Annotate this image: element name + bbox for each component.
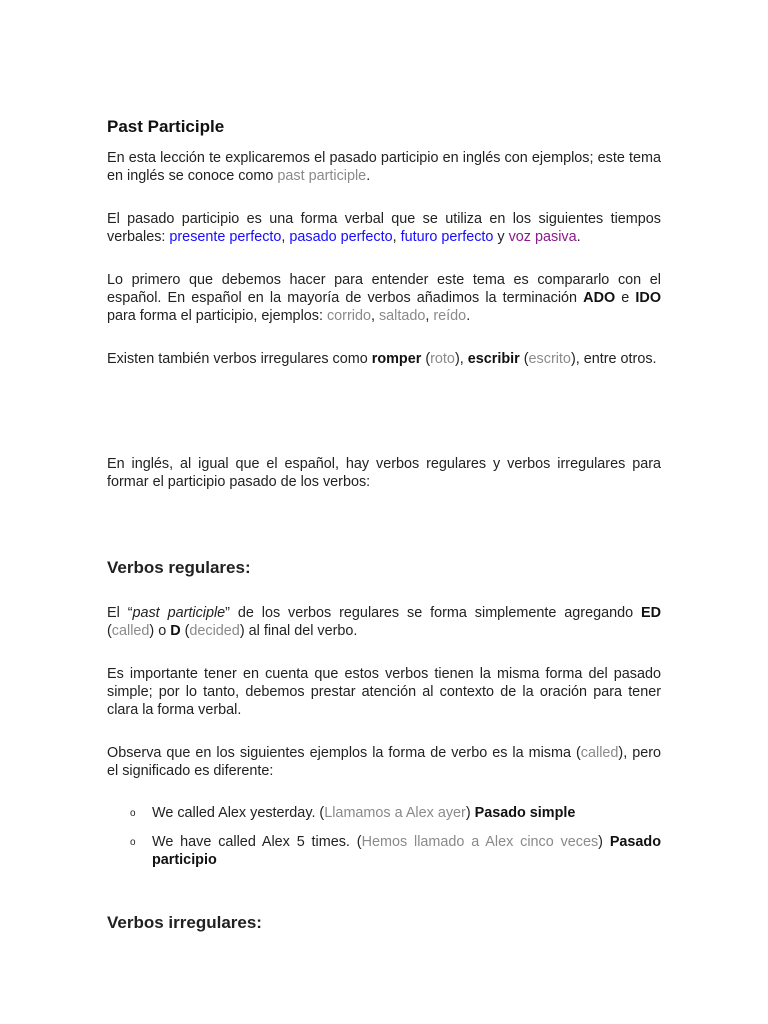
regular-rule-paragraph: El “past participle” de los verbos regulares se forma simplemente agregando ED (called) o D (decided) al final del verbo.	[107, 605, 661, 639]
list-bullet: o	[130, 808, 136, 819]
observe-paragraph: Observa que en los siguientes ejemplos la forma de verbo es la misma (called), pero el significado es diferente:	[107, 745, 662, 779]
futuro-perfecto-link[interactable]: futuro perfecto	[400, 229, 494, 245]
pasado-perfecto-link[interactable]: pasado perfecto	[289, 229, 393, 245]
suffix-ido: IDO	[635, 290, 662, 306]
english-intro-paragraph: En inglés, al igual que el español, hay verbos regulares y verbos irregulares para formar el participio pasado de los verbos:	[107, 456, 661, 490]
note-paragraph: Es importante tener en cuenta que estos verbos tienen la misma forma del pasado simple; por lo tanto, debemos prestar atención al contexto de la oración para tener clara la forma verbal.	[107, 666, 661, 718]
spanish-comparison-paragraph: Lo primero que debemos hacer para entender este tema es compararlo con el español. En español en la mayoría de verbos añadimos la terminación ADO e IDO para forma el participio, ejemplos: corrido, saltado, reído.	[107, 272, 662, 324]
section-heading-regulares: Verbos regulares:	[107, 558, 251, 577]
suffix-ado: ADO	[583, 290, 616, 306]
intro-text: En esta lección te explicaremos el pasado participio en inglés con ejemplos; este tema en inglés se conoce como	[107, 150, 661, 184]
intro-paragraph: En esta lección te explicaremos el pasado participio en inglés con ejemplos; este tema en inglés se conoce como past participle.	[107, 150, 661, 184]
list-bullet: o	[130, 837, 136, 848]
presente-perfecto-link[interactable]: presente perfecto	[169, 229, 282, 245]
tenses-paragraph: El pasado participio es una forma verbal que se utiliza en los siguientes tiempos verbales: presente perfecto, pasado perfecto, futuro perfecto y voz pasiva.	[107, 211, 661, 245]
voz-pasiva-link[interactable]: voz pasiva	[508, 229, 577, 245]
list-item: We called Alex yesterday. (Llamamos a Alex ayer) Pasado simple	[152, 805, 576, 821]
page-title: Past Participle	[107, 117, 225, 136]
example-reido: reído	[433, 308, 467, 324]
list-item: We have called Alex 5 times. (Hemos llamado a Alex cinco veces) Pasado participio	[152, 834, 662, 868]
irregular-spanish-paragraph: Existen también verbos irregulares como romper (roto), escribir (escrito), entre otros.	[107, 351, 657, 367]
section-heading-irregulares: Verbos irregulares:	[107, 913, 262, 932]
example-saltado: saltado	[378, 308, 426, 324]
example-corrido: corrido	[326, 308, 371, 324]
past-participle-link[interactable]: past participle	[277, 168, 367, 184]
